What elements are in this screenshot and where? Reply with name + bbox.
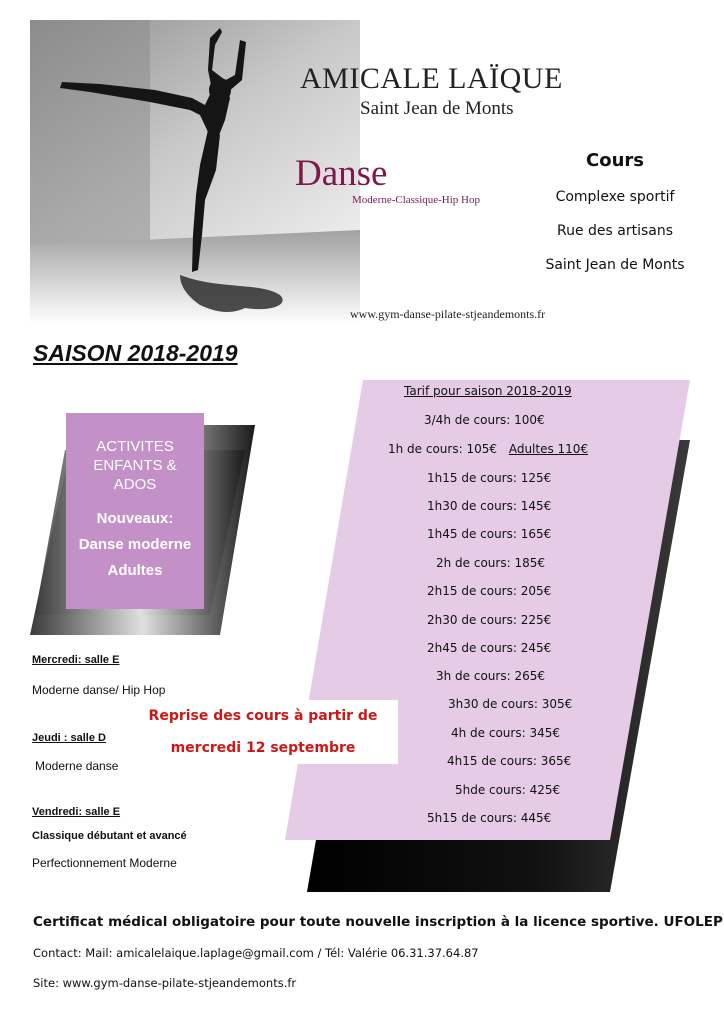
club-title: AMICALE LAÏQUE [300,62,563,95]
cours-line: Complexe sportif [555,189,675,205]
dance-styles: Moderne-Classique-Hip Hop [352,194,481,206]
schedule-day: Vendredi: salle E [32,806,121,818]
tarif-item: 4h15 de cours: 365€ [447,754,572,768]
reprise-date: mercredi 12 septembre [170,740,356,756]
tarif-adult-price: Adultes 110€ [508,442,589,456]
new-activity: Danse moderne [78,536,192,553]
new-audience: Adultes [107,562,163,579]
tarif-item: 5h15 de cours: 445€ [427,811,552,825]
tarif-item-price: 1h de cours: 105€ [388,442,497,456]
tarif-item: 2h45 de cours: 245€ [427,641,552,655]
tarif-item: 1h45 de cours: 165€ [427,527,552,541]
contact-info[interactable]: Contact: Mail: amicalelaique.laplage@gmail.com / Tél: Valérie 06.31.37.64.87 [33,946,479,960]
tarif-item: 1h30 de cours: 145€ [427,499,552,513]
tarif-item: 1h15 de cours: 125€ [427,471,552,485]
tarif-item: 2h30 de cours: 225€ [427,613,552,627]
activities-box [66,413,204,609]
tarif-item: 4h de cours: 345€ [451,726,560,740]
cours-heading: Cours [586,150,644,171]
cours-location [520,150,710,291]
schedule-course: Moderne danse/ Hip Hop [32,683,166,697]
reprise-line: Reprise des cours à partir de [148,708,378,724]
cours-line: Saint Jean de Monts [545,257,685,273]
activity-title: Danse [295,153,388,194]
club-town: Saint Jean de Monts [360,98,514,119]
schedule-course: Moderne danse [35,759,119,773]
activities-line: ADOS [113,476,157,493]
medical-certificate-notice: Certificat médical obligatoire pour toute nouvelle inscription à la licence sportive. UFOLEP [33,914,723,930]
tarif-item: 3h de cours: 265€ [436,669,545,683]
season-title: SAISON 2018-2019 [33,340,238,366]
tarif-item: 2h15 de cours: 205€ [427,584,552,598]
tarif-item: 5hde cours: 425€ [455,783,561,797]
activities-line: ACTIVITES [96,438,174,455]
reprise-notice [128,700,398,764]
tarif-item [388,442,588,456]
cours-line: Rue des artisans [556,223,674,239]
activities-line: ENFANTS & [93,457,177,474]
tarif-title: Tarif pour saison 2018-2019 [404,384,572,398]
schedule-course: Classique débutant et avancé [32,830,187,842]
footer-website[interactable]: Site: www.gym-danse-pilate-stjeandemonts.fr [33,976,297,990]
schedule-course: Perfectionnement Moderne [32,856,177,870]
schedule-day: Jeudi : salle D [32,732,106,744]
schedule-day: Mercredi: salle E [32,654,120,666]
tarif-item: 3/4h de cours: 100€ [424,413,545,427]
new-label: Nouveaux: [96,510,174,527]
tarif-item: 2h de cours: 185€ [436,556,545,570]
tarif-item: 3h30 de cours: 305€ [448,697,573,711]
header-website[interactable]: www.gym-danse-pilate-stjeandemonts.fr [350,307,546,321]
